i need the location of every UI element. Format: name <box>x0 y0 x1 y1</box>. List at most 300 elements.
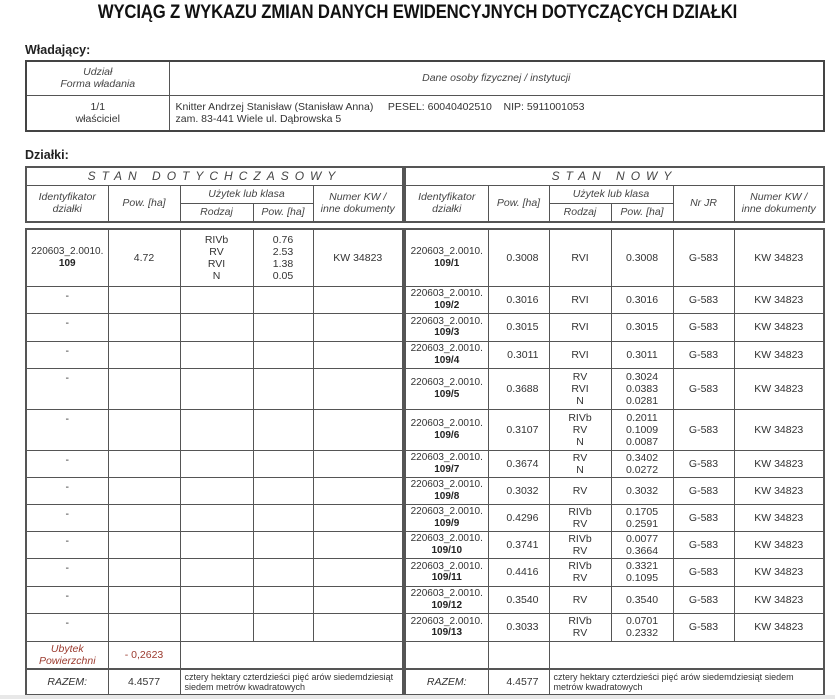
prev-parcel-area <box>108 341 180 368</box>
prev-parcel-kinds <box>180 450 253 477</box>
prev-parcel-row <box>26 586 403 613</box>
new-parcel-kind-areas <box>611 531 673 558</box>
new-total-words: cztery hektary czterdzieści pięć arów siedemdziesiąt siedem metrów kwadratowych <box>549 669 824 695</box>
form-header-label: Forma władania <box>60 78 136 91</box>
new-parcel-kind-area: 0.2591 <box>625 517 659 530</box>
new-parcel-kinds <box>549 286 611 313</box>
new-use-area-header: Pow. [ha] <box>611 203 673 222</box>
new-parcel-area: 0.3016 <box>488 286 549 313</box>
prev-parcel-kind-areas <box>253 368 313 409</box>
new-parcel-id-prefix: 220603_2.0010. <box>410 246 483 258</box>
prev-parcel-row <box>26 558 403 586</box>
new-parcel-kw: KW 34823 <box>734 586 824 613</box>
new-parcel-kw: KW 34823 <box>734 504 824 531</box>
prev-parcel-kinds <box>180 313 253 341</box>
prev-parcel-kind-areas <box>253 341 313 368</box>
prev-parcel-row <box>26 409 403 450</box>
new-parcel-kind-area: 0.3011 <box>626 348 658 361</box>
new-parcel-id <box>405 558 488 586</box>
new-parcel-kind: RV <box>572 544 588 557</box>
new-parcel-id-number: 109/11 <box>431 572 462 583</box>
prev-parcel-kind: RVI <box>207 257 226 270</box>
prev-parcel-row <box>26 286 403 313</box>
new-total-label: RAZEM: <box>405 669 488 695</box>
new-parcel-jr: G-583 <box>673 477 734 504</box>
prev-parcel-kind-area: 0.05 <box>272 269 294 282</box>
new-total-row <box>405 669 824 695</box>
share-header <box>26 61 169 95</box>
new-parcel-area: 0.3011 <box>488 341 549 368</box>
page-bottom-edge <box>0 695 835 699</box>
prev-kw-header-2: inne dokumenty <box>320 203 395 216</box>
new-id-header <box>405 185 488 222</box>
new-parcel-kw: KW 34823 <box>734 409 824 450</box>
new-parcel-kind-area: 0.0701 <box>625 615 659 627</box>
new-parcel-id-prefix: 220603_2.0010. <box>410 343 483 354</box>
prev-parcel-row <box>26 531 403 558</box>
new-state-title: STAN NOWY <box>405 167 824 185</box>
prev-parcel-area <box>108 586 180 613</box>
new-parcel-kind-areas <box>611 586 673 613</box>
new-parcel-kind-area: 0.3664 <box>625 544 659 557</box>
prev-parcel-kind-areas <box>253 531 313 558</box>
new-parcel-kind: RV <box>572 517 588 530</box>
new-parcel-id-prefix: 220603_2.0010. <box>410 588 483 599</box>
prev-use-area-header: Pow. [ha] <box>253 203 313 222</box>
new-parcel-kind-areas <box>611 341 673 368</box>
new-parcel-jr: G-583 <box>673 229 734 286</box>
prev-parcel-kind: N <box>212 269 221 282</box>
new-parcel-kw: KW 34823 <box>734 613 824 641</box>
new-parcel-kind: RIVb <box>568 615 592 627</box>
owner-address: zam. 83-441 Wiele ul. Dąbrowska 5 <box>175 112 342 125</box>
new-parcel-row <box>405 368 824 409</box>
new-parcel-kind: RVI <box>571 293 589 306</box>
new-parcel-jr: G-583 <box>673 450 734 477</box>
new-parcel-kind: RIVb <box>568 411 592 424</box>
prev-parcel-id: - <box>26 286 108 313</box>
previous-state-title: STAN DOTYCHCZASOWY <box>26 167 403 185</box>
new-parcel-kind: RIVb <box>568 505 592 518</box>
new-parcel-kind-areas <box>611 409 673 450</box>
new-parcel-id <box>405 409 488 450</box>
prev-parcel-kw <box>313 313 403 341</box>
new-parcel-kind-area: 0.0383 <box>625 382 659 395</box>
prev-parcel-kind-area: 1.38 <box>272 257 294 270</box>
new-parcel-area: 0.3674 <box>488 450 549 477</box>
new-parcel-kind-areas <box>611 558 673 586</box>
new-parcel-row <box>405 450 824 477</box>
new-parcel-kinds <box>549 531 611 558</box>
new-parcel-kind-area: 0.0077 <box>625 532 659 545</box>
prev-parcel-row <box>26 229 403 286</box>
new-parcel-id-number: 109/9 <box>434 517 460 529</box>
prev-parcel-id: - <box>26 613 108 641</box>
new-parcel-id-number: 109/10 <box>431 544 463 556</box>
new-parcel-id <box>405 450 488 477</box>
new-parcel-id-prefix: 220603_2.0010. <box>410 506 483 517</box>
new-parcel-id-number: 109/4 <box>434 354 460 366</box>
new-state-header <box>404 166 825 223</box>
prev-total-value: 4.4577 <box>108 669 180 695</box>
new-parcel-kw: KW 34823 <box>734 450 824 477</box>
new-parcel-kind-area: 0.2332 <box>625 627 659 639</box>
prev-parcel-kw <box>313 558 403 586</box>
prev-parcel-id: - <box>26 409 108 450</box>
prev-parcel-kinds <box>180 531 253 558</box>
new-parcel-area: 0.3107 <box>488 409 549 450</box>
new-parcel-id-prefix: 220603_2.0010. <box>410 533 483 544</box>
new-parcel-kind-area: 0.3321 <box>625 560 659 572</box>
owner-form: właściciel <box>75 112 120 125</box>
new-parcel-row <box>405 586 824 613</box>
prev-parcel-kind-areas <box>253 586 313 613</box>
new-parcel-kind-area: 0.1705 <box>625 505 659 518</box>
new-parcel-kind: N <box>576 394 584 407</box>
prev-parcel-id-prefix: 220603_2.0010. <box>31 246 104 258</box>
new-parcel-id-number: 109/3 <box>434 327 460 338</box>
previous-state-header <box>25 166 404 223</box>
prev-area-header: Pow. [ha] <box>108 185 180 222</box>
new-parcel-kind-area: 0.0272 <box>625 463 659 476</box>
prev-total-row <box>26 669 403 695</box>
new-parcel-kind: N <box>576 463 584 476</box>
owner-name-ids: Knitter Andrzej Stanisław (Stanisław Anna) PESEL: 60040402510 NIP: 5911001053 <box>175 100 585 113</box>
owners-table <box>25 60 825 132</box>
prev-parcel-kinds <box>180 368 253 409</box>
new-parcel-kind-area: 0.3540 <box>625 593 659 606</box>
new-jr-header: Nr JR <box>673 185 734 222</box>
new-parcel-id-prefix: 220603_2.0010. <box>410 452 483 463</box>
prev-parcel-row <box>26 613 403 641</box>
area-loss-row <box>26 641 403 669</box>
new-parcel-row <box>405 229 824 286</box>
prev-parcel-kw <box>313 341 403 368</box>
new-parcel-kind-area: 0.2011 <box>626 411 658 424</box>
prev-parcel-kinds <box>180 341 253 368</box>
new-parcel-row <box>405 341 824 368</box>
new-parcel-kind-area: 0.3402 <box>625 451 659 464</box>
prev-parcel-id: - <box>26 450 108 477</box>
new-parcel-id <box>405 286 488 313</box>
new-parcel-id <box>405 586 488 613</box>
prev-parcel-row <box>26 450 403 477</box>
prev-parcel-kinds <box>180 558 253 586</box>
new-parcel-kinds <box>549 504 611 531</box>
new-parcel-kind-area: 0.3032 <box>625 484 659 497</box>
previous-state-table <box>25 228 404 696</box>
prev-parcel-kind-areas <box>253 286 313 313</box>
new-parcel-row <box>405 613 824 641</box>
new-parcel-kind-area: 0.3016 <box>625 293 659 306</box>
prev-parcel-kw <box>313 409 403 450</box>
prev-parcel-area <box>108 558 180 586</box>
prev-parcel-kinds <box>180 409 253 450</box>
new-parcel-jr: G-583 <box>673 409 734 450</box>
prev-parcel-kind-areas <box>253 409 313 450</box>
new-parcel-kind: RIVb <box>568 532 592 545</box>
new-parcel-kind-area: 0.3015 <box>625 321 659 333</box>
new-parcel-kind-area: 0.3024 <box>625 370 659 383</box>
new-parcel-id <box>405 613 488 641</box>
new-parcel-id-prefix: 220603_2.0010. <box>410 377 483 388</box>
new-area-header: Pow. [ha] <box>488 185 549 222</box>
new-parcel-kw: KW 34823 <box>734 558 824 586</box>
new-parcel-jr: G-583 <box>673 558 734 586</box>
new-parcel-kind-areas <box>611 450 673 477</box>
prev-parcel-kinds <box>180 229 253 286</box>
new-parcel-kw: KW 34823 <box>734 477 824 504</box>
prev-kind-header: Rodzaj <box>180 203 253 222</box>
prev-parcel-kw: KW 34823 <box>313 229 403 286</box>
new-parcel-kind-areas <box>611 368 673 409</box>
prev-parcel-kind-areas <box>253 229 313 286</box>
new-parcel-jr: G-583 <box>673 613 734 641</box>
new-parcel-area: 0.3741 <box>488 531 549 558</box>
prev-parcel-area: 4.72 <box>108 229 180 286</box>
new-kw-header-1: Numer KW / <box>750 191 808 204</box>
owners-header-row <box>26 61 824 95</box>
new-parcel-kw: KW 34823 <box>734 368 824 409</box>
new-parcel-kind: RV <box>572 627 588 639</box>
share-header-label: Udział <box>83 66 113 79</box>
prev-parcel-kw <box>313 477 403 504</box>
new-parcel-area: 0.3008 <box>488 229 549 286</box>
prev-parcel-kind-areas <box>253 504 313 531</box>
new-parcel-jr: G-583 <box>673 341 734 368</box>
new-parcel-kind: RV <box>572 593 588 606</box>
prev-parcel-kinds <box>180 613 253 641</box>
prev-parcel-kind-areas <box>253 477 313 504</box>
prev-total-label: RAZEM: <box>26 669 108 695</box>
prev-parcel-kw <box>313 586 403 613</box>
prev-parcel-kw <box>313 531 403 558</box>
new-parcel-id-number: 109/13 <box>431 627 463 638</box>
new-parcel-kw: KW 34823 <box>734 229 824 286</box>
new-parcel-area: 0.3015 <box>488 313 549 341</box>
area-loss-value: - 0,2623 <box>108 641 180 669</box>
owner-details-cell <box>169 95 824 131</box>
prev-parcel-id: - <box>26 531 108 558</box>
new-parcel-id-number: 109/7 <box>434 463 460 475</box>
new-parcel-id <box>405 313 488 341</box>
prev-total-words: cztery hektary czterdzieści pięć arów siedemdziesiąt siedem metrów kwadratowych <box>180 669 403 695</box>
new-state-table <box>404 228 825 696</box>
prev-id-header-2: działki <box>52 203 82 216</box>
new-parcel-id-number: 109/6 <box>434 429 460 441</box>
new-parcel-area: 0.3032 <box>488 477 549 504</box>
person-header: Dane osoby fizycznej / instytucji <box>169 61 824 95</box>
prev-parcel-kind-area: 0.76 <box>272 233 294 246</box>
new-parcel-kind: RVI <box>571 321 589 333</box>
new-parcel-id-prefix: 220603_2.0010. <box>410 615 483 627</box>
new-parcel-jr: G-583 <box>673 531 734 558</box>
new-parcel-row <box>405 313 824 341</box>
new-parcel-kind: RVI <box>571 382 589 395</box>
new-parcel-kind: RVI <box>571 348 589 361</box>
prev-kw-header-1: Numer KW / <box>329 191 387 204</box>
new-parcel-id-number: 109/1 <box>434 257 460 269</box>
new-total-value: 4.4577 <box>488 669 549 695</box>
new-parcel-kinds <box>549 341 611 368</box>
prev-parcel-id <box>26 229 108 286</box>
new-parcel-kinds <box>549 450 611 477</box>
new-empty-row <box>405 641 824 669</box>
prev-parcel-kw <box>313 286 403 313</box>
new-kind-header: Rodzaj <box>549 203 611 222</box>
prev-parcel-kw <box>313 368 403 409</box>
new-empty-cell <box>488 641 549 669</box>
new-parcel-id-number: 109/5 <box>434 388 460 400</box>
document-title: WYCIĄG Z WYKAZU ZMIAN DANYCH EWIDENCYJNYCH DOTYCZĄCYCH DZIAŁKI <box>97 2 738 23</box>
new-parcel-kind-areas <box>611 477 673 504</box>
prev-parcel-row <box>26 368 403 409</box>
new-parcel-id-prefix: 220603_2.0010. <box>410 288 483 299</box>
new-parcel-kind: RV <box>572 451 588 464</box>
new-parcel-jr: G-583 <box>673 368 734 409</box>
new-parcel-kind: RV <box>572 370 588 383</box>
new-parcel-kw: KW 34823 <box>734 531 824 558</box>
new-parcel-jr: G-583 <box>673 586 734 613</box>
new-empty-cell <box>549 641 824 669</box>
new-kw-header <box>734 185 824 222</box>
new-parcel-kind-area: 0.3008 <box>625 251 659 264</box>
new-parcel-kind-area: 0.1095 <box>625 572 659 584</box>
prev-id-header <box>26 185 108 222</box>
prev-parcel-id-number: 109 <box>58 257 76 269</box>
new-parcel-id-number: 109/12 <box>431 599 463 611</box>
new-parcel-id-number: 109/8 <box>434 490 460 502</box>
prev-kw-header <box>313 185 403 222</box>
prev-parcel-area <box>108 504 180 531</box>
new-parcel-id-prefix: 220603_2.0010. <box>410 479 483 490</box>
prev-parcel-row <box>26 341 403 368</box>
area-loss-label <box>26 641 108 669</box>
prev-parcel-id: - <box>26 313 108 341</box>
prev-parcel-id: - <box>26 504 108 531</box>
parcels-section-label: Działki: <box>25 148 69 162</box>
prev-parcel-kind-areas <box>253 613 313 641</box>
new-parcel-kinds <box>549 229 611 286</box>
new-parcel-row <box>405 409 824 450</box>
new-parcel-id <box>405 477 488 504</box>
new-parcel-area: 0.3688 <box>488 368 549 409</box>
new-id-header-2: działki <box>432 203 462 216</box>
new-parcel-kind: RV <box>572 423 588 436</box>
new-parcel-id-prefix: 220603_2.0010. <box>410 315 483 327</box>
new-parcel-area: 0.3540 <box>488 586 549 613</box>
new-parcel-kinds <box>549 409 611 450</box>
new-parcel-id-prefix: 220603_2.0010. <box>410 418 483 429</box>
new-parcel-id <box>405 368 488 409</box>
new-parcel-kind-area: 0.0087 <box>625 435 659 448</box>
new-parcel-jr: G-583 <box>673 504 734 531</box>
new-parcel-id <box>405 229 488 286</box>
new-parcel-id <box>405 341 488 368</box>
prev-parcel-kind-areas <box>253 313 313 341</box>
new-parcel-id <box>405 504 488 531</box>
new-parcel-kind-area: 0.1009 <box>625 423 659 436</box>
new-parcel-area: 0.4416 <box>488 558 549 586</box>
prev-parcel-area <box>108 613 180 641</box>
prev-parcel-area <box>108 409 180 450</box>
new-parcel-kinds <box>549 558 611 586</box>
area-loss-label-1: Ubytek <box>50 642 84 655</box>
prev-parcel-kind: RV <box>209 245 224 258</box>
area-loss-empty <box>180 641 403 669</box>
new-use-header: Użytek lub klasa <box>549 185 673 203</box>
owner-share: 1/1 <box>90 100 106 113</box>
prev-parcel-area <box>108 531 180 558</box>
new-parcel-kind: RIVb <box>568 560 592 572</box>
new-parcel-kw: KW 34823 <box>734 286 824 313</box>
prev-parcel-id: - <box>26 368 108 409</box>
new-parcel-kinds <box>549 368 611 409</box>
new-parcel-id-prefix: 220603_2.0010. <box>410 560 483 572</box>
new-parcel-kinds <box>549 586 611 613</box>
prev-parcel-id: - <box>26 558 108 586</box>
prev-id-header-1: Identyfikator <box>38 191 96 204</box>
prev-parcel-row <box>26 477 403 504</box>
prev-parcel-row <box>26 504 403 531</box>
new-parcel-jr: G-583 <box>673 313 734 341</box>
new-parcel-row <box>405 531 824 558</box>
prev-parcel-id: - <box>26 341 108 368</box>
new-parcel-kind: N <box>576 435 584 448</box>
prev-parcel-kinds <box>180 504 253 531</box>
new-parcel-row <box>405 558 824 586</box>
prev-parcel-kind-area: 2.53 <box>272 245 294 258</box>
prev-parcel-kw <box>313 613 403 641</box>
new-kw-header-2: inne dokumenty <box>741 203 816 216</box>
prev-parcel-kw <box>313 450 403 477</box>
prev-parcel-kw <box>313 504 403 531</box>
new-parcel-kind: RV <box>572 484 588 497</box>
new-parcel-id <box>405 531 488 558</box>
prev-parcel-area <box>108 477 180 504</box>
new-parcel-row <box>405 477 824 504</box>
new-parcel-kind-areas <box>611 313 673 341</box>
prev-parcel-kind-areas <box>253 450 313 477</box>
prev-parcel-kinds <box>180 477 253 504</box>
prev-parcel-row <box>26 313 403 341</box>
new-parcel-kind-areas <box>611 286 673 313</box>
new-parcel-area: 0.3033 <box>488 613 549 641</box>
prev-parcel-area <box>108 368 180 409</box>
prev-use-header: Użytek lub klasa <box>180 185 313 203</box>
prev-parcel-id: - <box>26 477 108 504</box>
prev-parcel-kinds <box>180 286 253 313</box>
new-parcel-kw: KW 34823 <box>734 313 824 341</box>
prev-parcel-area <box>108 313 180 341</box>
new-parcel-kinds <box>549 313 611 341</box>
new-parcel-id-number: 109/2 <box>434 299 460 311</box>
new-empty-cell <box>405 641 488 669</box>
new-parcel-kind-areas <box>611 504 673 531</box>
prev-parcel-kind: RIVb <box>204 233 229 246</box>
new-parcel-row <box>405 504 824 531</box>
new-id-header-1: Identyfikator <box>418 191 476 204</box>
new-parcel-row <box>405 286 824 313</box>
prev-parcel-id: - <box>26 586 108 613</box>
new-parcel-kinds <box>549 613 611 641</box>
owner-row <box>26 95 824 131</box>
prev-parcel-kind-areas <box>253 558 313 586</box>
prev-parcel-area <box>108 450 180 477</box>
area-loss-label-2: Powierzchni <box>38 654 96 667</box>
new-parcel-kind: RV <box>572 572 588 584</box>
new-parcel-kinds <box>549 477 611 504</box>
